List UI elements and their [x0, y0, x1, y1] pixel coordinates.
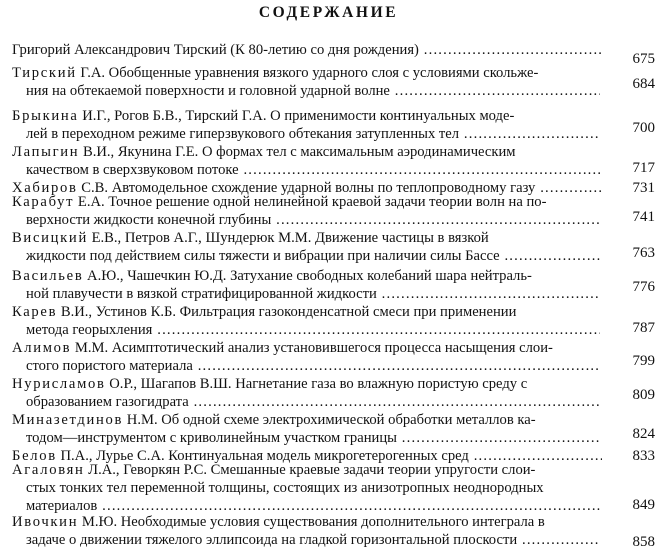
- author-name: Брыкина: [12, 108, 79, 124]
- entry-text: П.А., Лурье С.А. Континуальная модель микрогетерогенных сред: [56, 448, 469, 464]
- page-number: 717: [632, 160, 655, 176]
- page-number: 700: [632, 120, 655, 136]
- page-title: СОДЕРЖАНИЕ: [258, 4, 399, 21]
- entry-text: Н.М. Об одной схеме электрохимической обработки металлов ка-: [123, 412, 536, 428]
- entry-continuation: [26, 479, 544, 497]
- entry-text: ния на обтекаемой поверхности и головной ударной волне: [26, 83, 390, 99]
- entry-line: [12, 513, 602, 531]
- entry-line: [12, 143, 602, 161]
- entry-continuation: [26, 211, 600, 229]
- entry-text: материалов: [26, 498, 98, 514]
- entry-text: стого пористого материала: [26, 358, 193, 374]
- entry-text: Е.В., Петров А.Г., Шундерюк М.М. Движение частицы в вязкой: [87, 230, 489, 246]
- page-number: 849: [632, 497, 655, 513]
- entry-text: лей в переходном режиме гиперзвукового обтекания затупленных тел: [26, 126, 460, 142]
- entry-line: [12, 303, 602, 321]
- entry-text: задаче о движении тяжелого эллипсоида на гладкой горизонтальной плоскости: [26, 532, 518, 548]
- entry-text: Г.А. Обобщенные уравнения вязкого ударного слоя с условиями скольже-: [76, 65, 539, 81]
- entry-text: В.И., Устинов К.Б. Фильтрация газоконденсатной смеси при применении: [57, 304, 517, 320]
- entry-line: [12, 41, 602, 59]
- entry-line: [12, 64, 602, 82]
- entry-line: [12, 411, 602, 429]
- page-number: 809: [632, 387, 655, 403]
- page-number: 799: [632, 353, 655, 369]
- page-number: 731: [632, 180, 655, 196]
- entry-text: Е.А. Точное решение одной нелинейной краевой задачи теории волн на по-: [74, 194, 547, 210]
- page-number: 787: [632, 320, 655, 336]
- author-name: Хабиров: [12, 180, 78, 196]
- entry-line: [12, 339, 602, 357]
- page-number: 858: [632, 534, 655, 550]
- entry-continuation: [26, 531, 600, 549]
- author-name: Миназетдинов: [12, 412, 124, 428]
- entry-line: [12, 107, 602, 125]
- author-name: Васильев: [12, 268, 84, 284]
- author-name: Карев: [12, 304, 58, 320]
- entry-continuation: [26, 429, 600, 447]
- entry-continuation: [26, 357, 600, 375]
- entry-text: образованием газогидрата: [26, 394, 189, 410]
- entry-line: [12, 461, 602, 479]
- entry-text: О.Р., Шагапов В.Ш. Нагнетание газа во влажную пористую среду с: [105, 376, 528, 392]
- author-name: Белов: [12, 448, 57, 464]
- entry-text: тодом—инструментом с криволинейным участком границы: [26, 430, 397, 446]
- entry-line: [12, 267, 602, 285]
- entry-continuation: [26, 125, 600, 143]
- entry-continuation: [26, 161, 600, 179]
- page-number: 763: [632, 245, 655, 261]
- entry-text: метода георыхления: [26, 322, 153, 338]
- entry-continuation: [26, 82, 600, 100]
- author-name: Нурисламов: [12, 376, 106, 392]
- entry-text: М.М. Асимптотический анализ установившегося процесса насыщения слои-: [71, 340, 553, 356]
- author-name: Висицкий: [12, 230, 88, 246]
- page-number: 684: [632, 76, 655, 92]
- page-number: 824: [632, 426, 655, 442]
- entry-text: Григорий Александрович Тирский (К 80-летию со дня рождения): [12, 42, 419, 58]
- entry-line: [12, 229, 602, 247]
- entry-line: [12, 375, 602, 393]
- entry-text: жидкости под действием силы тяжести и вибрации при наличии силы Бассе: [26, 248, 500, 264]
- entry-text: верхности жидкости конечной глубины: [26, 212, 272, 228]
- entry-continuation: [26, 393, 600, 411]
- entry-continuation: [26, 247, 600, 265]
- author-name: Карабут: [12, 194, 75, 210]
- entry-text: М.Ю. Необходимые условия существования дополнительного интеграла в: [78, 514, 545, 530]
- page-number: 776: [632, 279, 655, 295]
- entry-text: стых тонких тел переменной толщины, состоящих из анизотропных неоднородных: [26, 480, 544, 496]
- page-number: 833: [632, 448, 655, 464]
- author-name: Агаловян: [12, 462, 85, 478]
- entry-text: В.И., Якунина Г.Е. О формах тел с максимальным аэродинамическим: [79, 144, 516, 160]
- entry-continuation: [26, 321, 600, 339]
- entry-text: Л.А., Геворкян Р.С. Смешанные краевые задачи теории упругости слои-: [84, 462, 536, 478]
- entry-text: ной плавучести в вязкой стратифицированной жидкости: [26, 286, 377, 302]
- entry-line: [12, 193, 602, 211]
- author-name: Тирский: [12, 65, 77, 81]
- author-name: Ивочкин: [12, 514, 79, 530]
- page-number: 741: [632, 209, 655, 225]
- page-number: 675: [632, 51, 655, 67]
- entry-text: качеством в сверхзвуковом потоке: [26, 162, 239, 178]
- author-name: Лапыгин: [12, 144, 80, 160]
- entry-text: И.Г., Рогов Б.В., Тирский Г.А. О применимости континуальных моде-: [78, 108, 515, 124]
- author-name: Алимов: [12, 340, 72, 356]
- entry-continuation: [26, 285, 600, 303]
- entry-text: А.Ю., Чашечкин Ю.Д. Затухание свободных колебаний шара нейтраль-: [83, 268, 532, 284]
- entry-text: С.В. Автомодельное схождение ударной волны по теплопроводному газу: [77, 180, 536, 196]
